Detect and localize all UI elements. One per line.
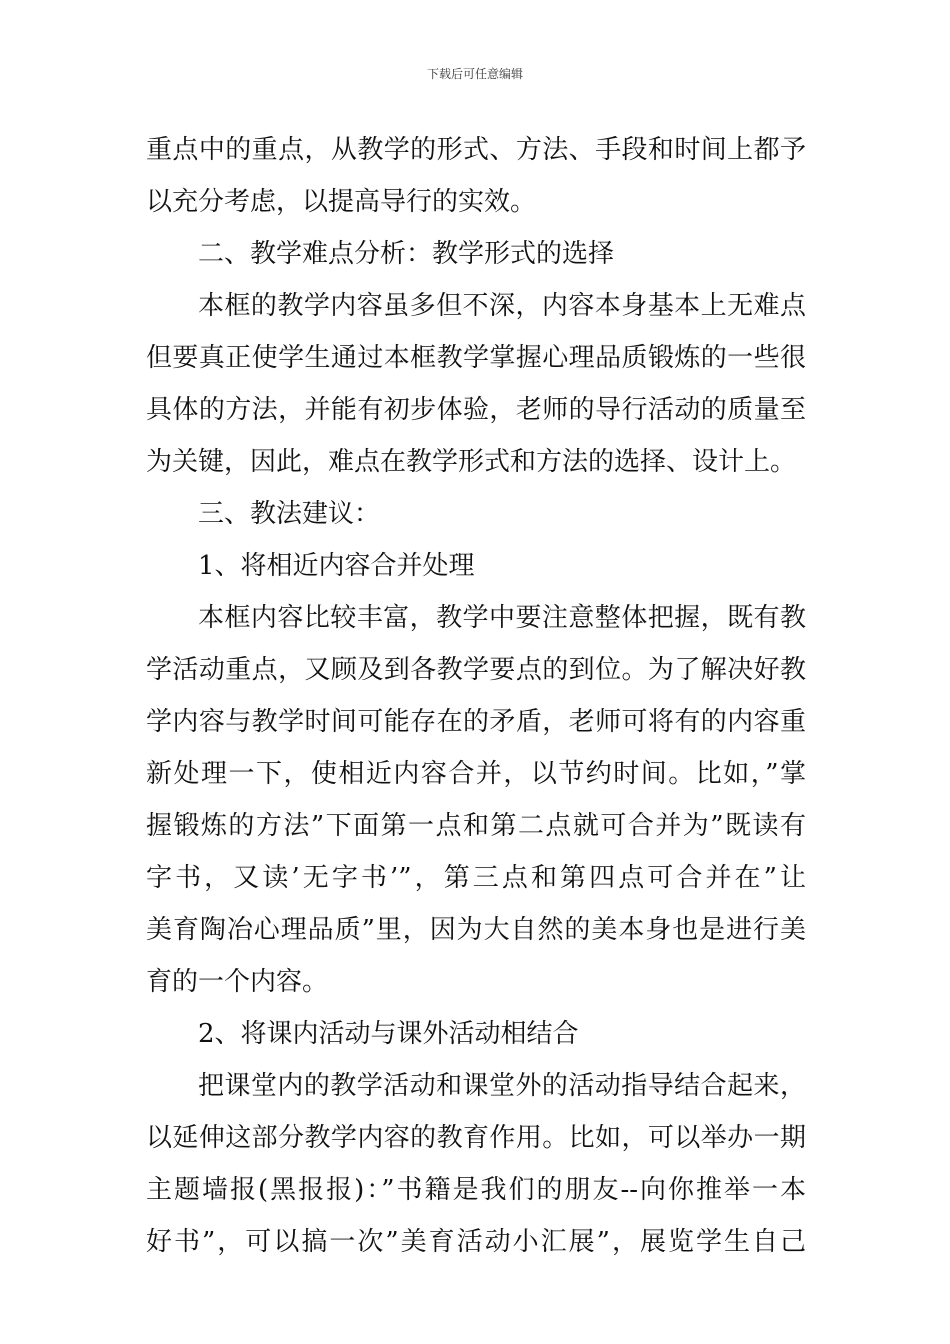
text-line: 新处理一下，使相近内容合并，以节约时间。比如，”掌: [146, 759, 806, 789]
text-line: 字书，又读’无字书’”，第三点和第四点可合并在”让: [146, 863, 806, 893]
text-line: 学活动重点，又顾及到各教学要点的到位。为了解决好教: [146, 655, 806, 685]
section-heading: 二、教学难点分析：教学形式的选择: [198, 239, 615, 269]
text-line: 好书”，可以搞一次”美育活动小汇展”，展览学生自己: [146, 1227, 806, 1257]
subsection-heading: 1、将相近内容合并处理: [198, 551, 475, 581]
section-heading: 三、教法建议：: [198, 499, 381, 529]
text-line: 学内容与教学时间可能存在的矛盾，老师可将有的内容重: [146, 707, 806, 737]
text-line: 以充分考虑，以提高导行的实效。: [146, 187, 537, 217]
text-line: 美育陶冶心理品质”里，因为大自然的美本身也是进行美: [146, 915, 806, 945]
text-line: 育的一个内容。: [146, 967, 329, 997]
text-line: 以延伸这部分教学内容的教育作用。比如，可以举办一期: [146, 1123, 806, 1153]
document-body: [146, 124, 806, 1268]
text-line: 重点中的重点，从教学的形式、方法、手段和时间上都予: [146, 135, 806, 165]
text-line: 握锻炼的方法”下面第一点和第二点就可合并为”既读有: [146, 811, 806, 841]
text-line: 为关键，因此，难点在教学形式和方法的选择、设计上。: [146, 447, 797, 477]
text-line: 本框内容比较丰富，教学中要注意整体把握，既有教: [198, 603, 806, 633]
page-header: 下载后可任意编辑: [426, 67, 523, 81]
text-line: 具体的方法，并能有初步体验，老师的导行活动的质量至: [146, 395, 806, 425]
text-line: 但要真正使学生通过本框教学掌握心理品质锻炼的一些很: [146, 343, 806, 373]
subsection-heading: 2、将课内活动与课外活动相结合: [198, 1019, 579, 1049]
text-line: 主题墙报(黑报报)：”书籍是我们的朋友--向你推举一本: [146, 1175, 806, 1205]
text-line: 本框的教学内容虽多但不深，内容本身基本上无难点: [198, 291, 806, 321]
text-line: 把课堂内的教学活动和课堂外的活动指导结合起来，: [198, 1071, 806, 1101]
